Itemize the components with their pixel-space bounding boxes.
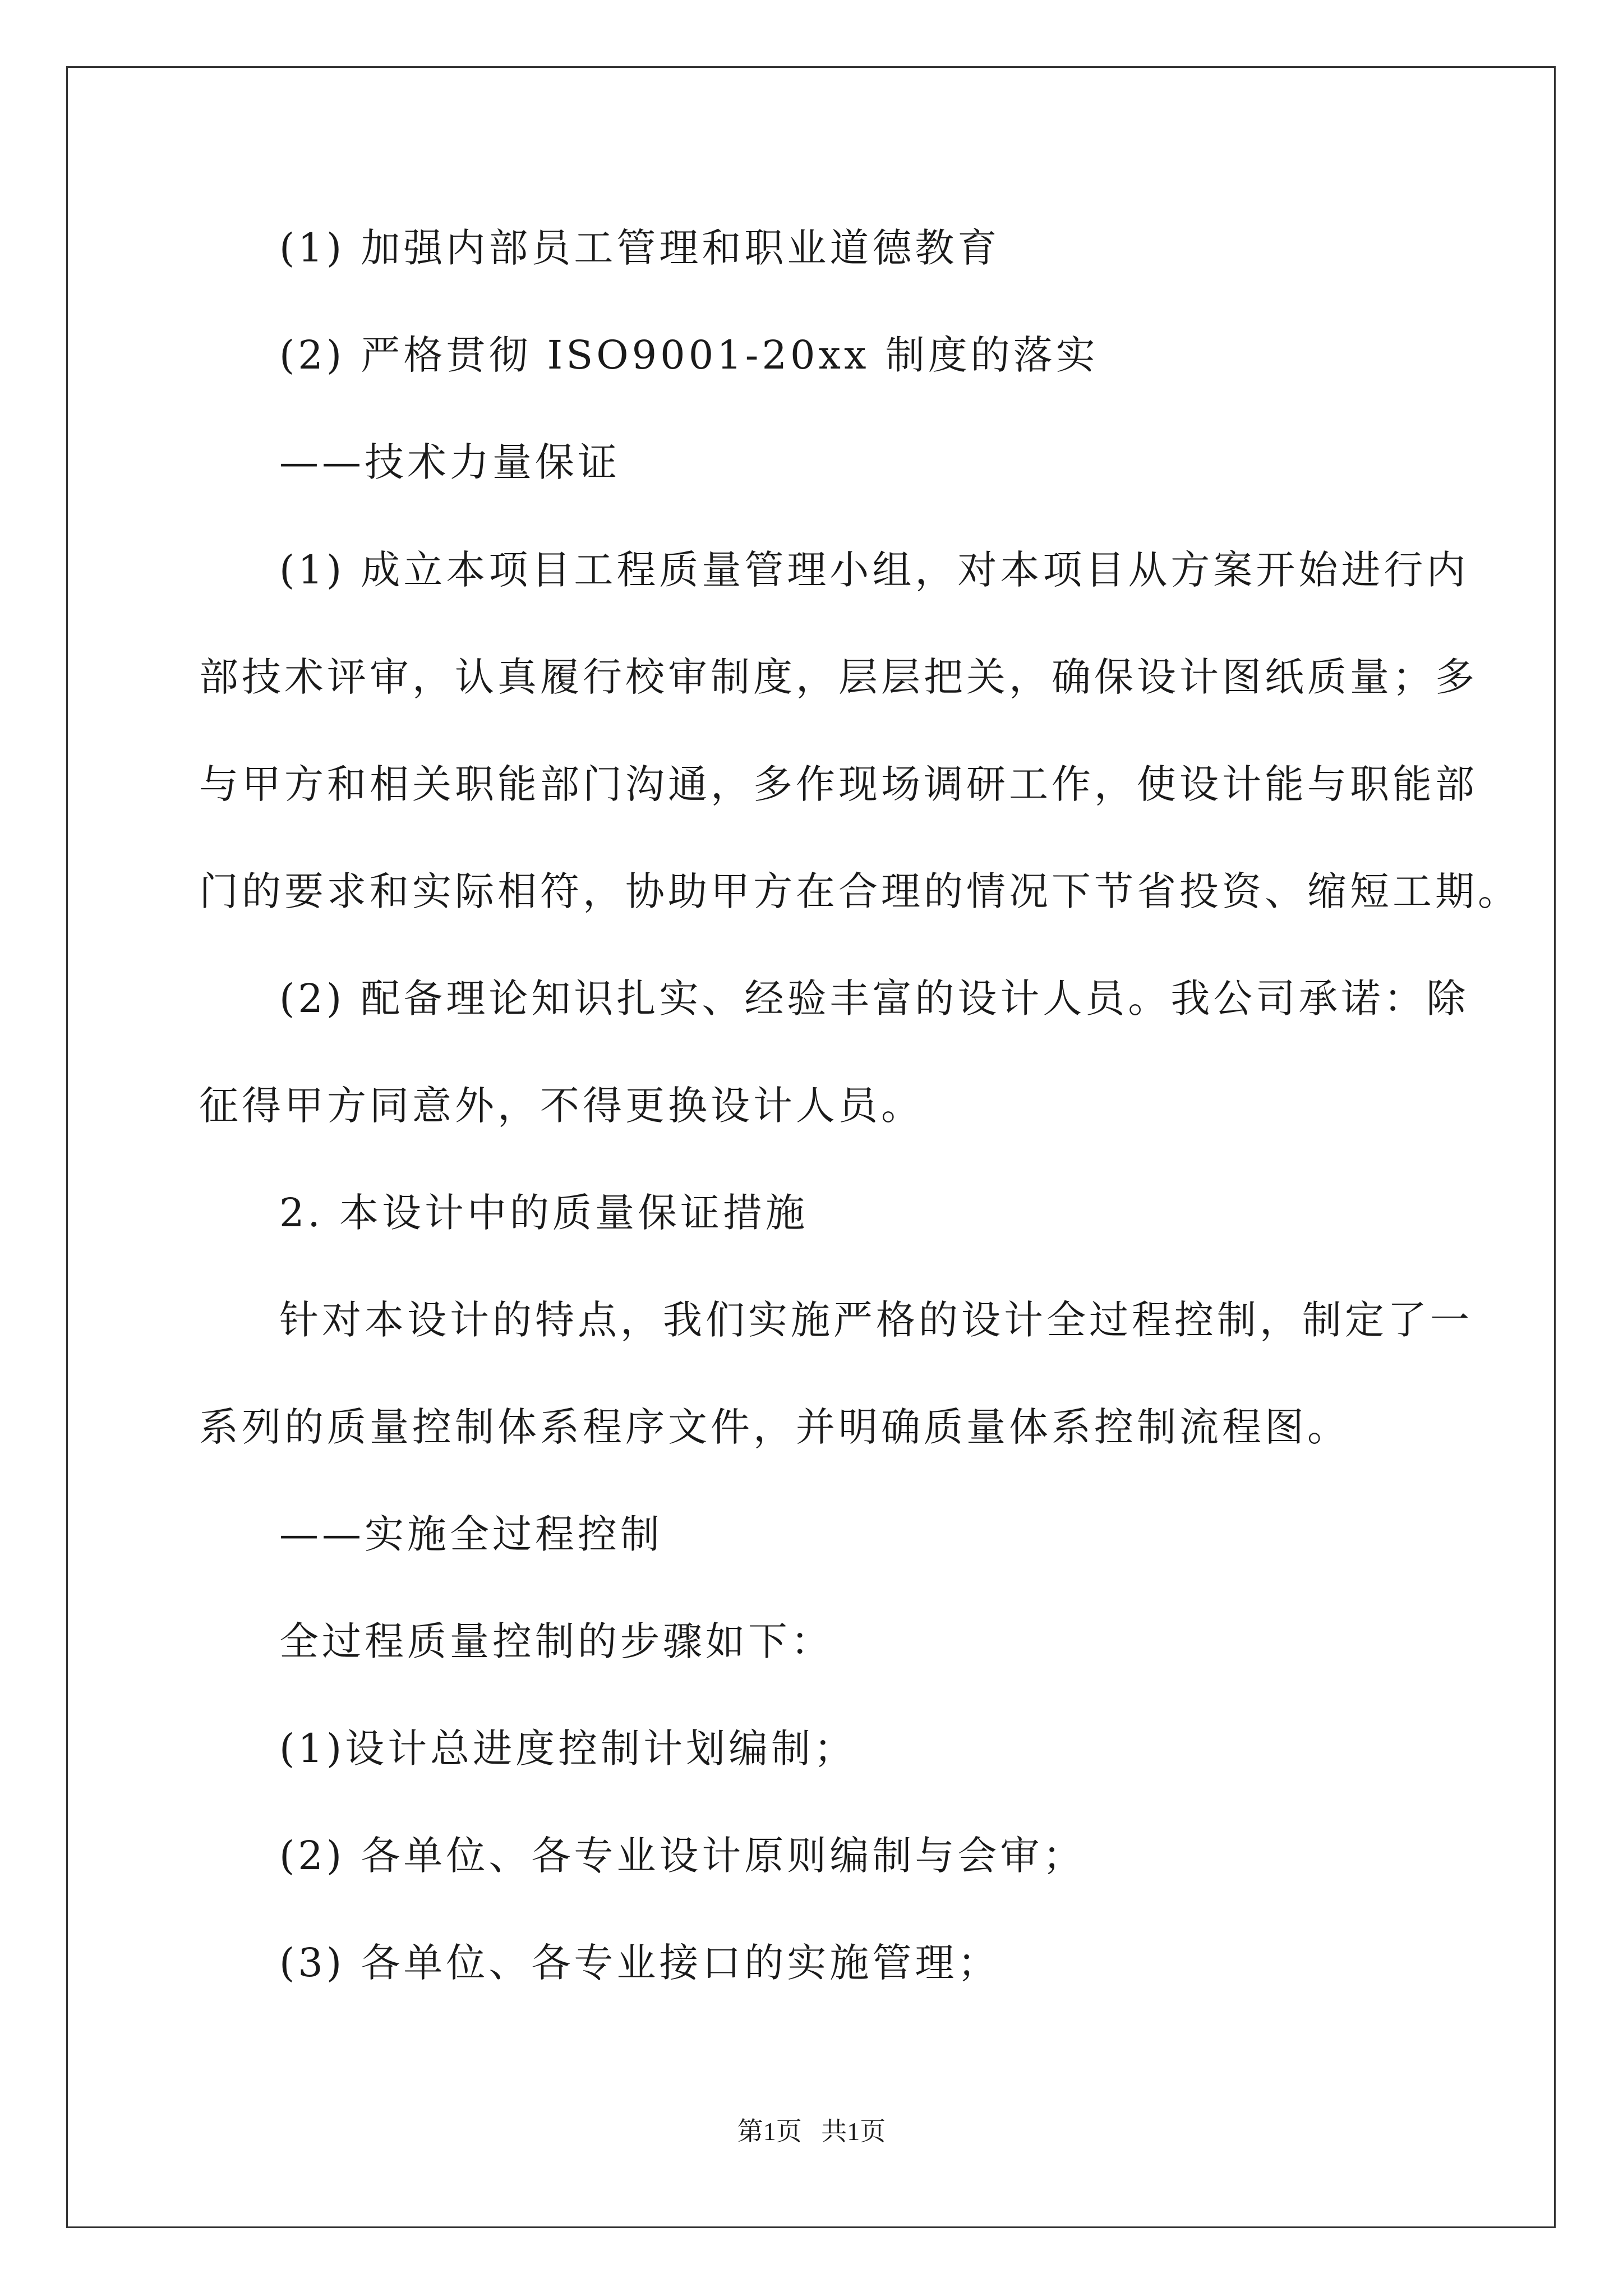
text-line-13: ——实施全过程控制 — [279, 1511, 663, 1557]
text-line-3: ——技术力量保证 — [279, 439, 620, 485]
text-line-6: 与甲方和相关职能部门沟通，多作现场调研工作，使设计能与职能部 — [199, 761, 1478, 807]
text-line-8: (2) 配备理论知识扎实、经验丰富的设计人员。我公司承诺：除 — [279, 976, 1469, 1022]
page-footer: 第1页 共1页 — [737, 2117, 886, 2146]
text-line-9: 征得甲方同意外，不得更换设计人员。 — [199, 1083, 924, 1129]
page-border — [66, 66, 1556, 2228]
section-heading: 2. 本设计中的质量保证措施 — [279, 1190, 809, 1236]
text-line-11: 针对本设计的特点，我们实施严格的设计全过程控制，制定了一 — [279, 1297, 1473, 1343]
text-line-14: 全过程质量控制的步骤如下： — [279, 1618, 833, 1664]
text-line-16: (2) 各单位、各专业设计原则编制与会审； — [279, 1833, 1086, 1879]
text-line-2: (2) 严格贯彻 ISO9001-20xx 制度的落实 — [279, 332, 1099, 378]
text-line-15: (1)设计总进度控制计划编制； — [279, 1726, 857, 1772]
text-line-1: (1) 加强内部员工管理和职业道德教育 — [279, 225, 1000, 271]
text-line-17: (3) 各单位、各专业接口的实施管理； — [279, 1940, 1000, 1986]
text-line-7: 门的要求和实际相符，协助甲方在合理的情况下节省投资、缩短工期。 — [199, 868, 1520, 914]
text-line-4: (1) 成立本项目工程质量管理小组，对本项目从方案开始进行内 — [279, 547, 1469, 593]
text-line-12: 系列的质量控制体系程序文件，并明确质量体系控制流程图。 — [199, 1404, 1350, 1450]
text-line-5: 部技术评审，认真履行校审制度，层层把关，确保设计图纸质量；多 — [199, 654, 1478, 700]
